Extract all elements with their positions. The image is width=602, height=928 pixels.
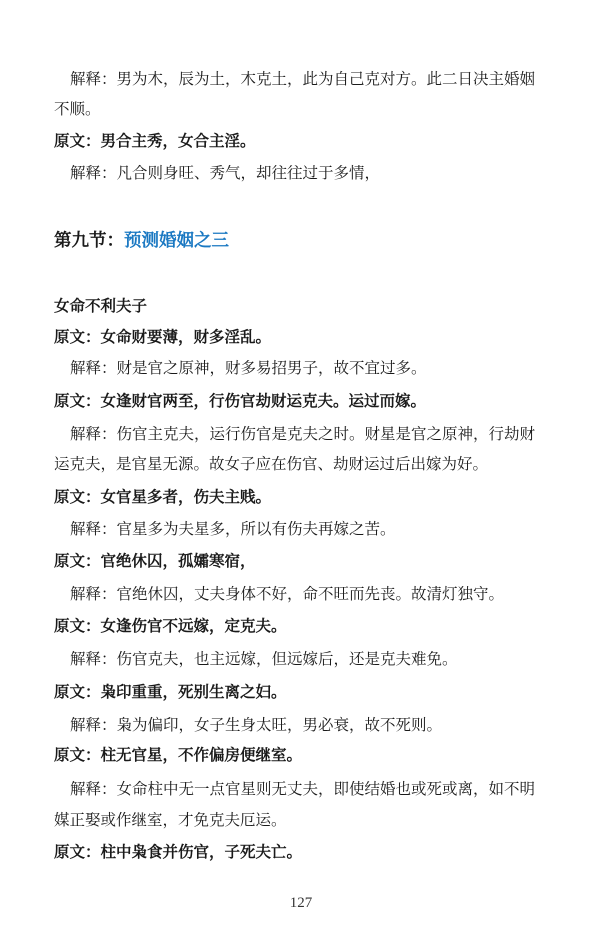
explanation-line: 解释：枭为偏印，女子生身太旺，男必衰，故不死则。 xyxy=(70,716,443,734)
explanation-line: 运克夫，是官星无源。故女子应在伤官、劫财运过后出嫁为好。 xyxy=(54,455,489,473)
subheading: 女命不利夫子 xyxy=(54,297,148,315)
explanation-line: 解释：伤官克夫，也主远嫁，但远嫁后，还是克夫难免。 xyxy=(70,650,458,668)
original-text-line: 原文：官绝休囚，孤孀寒宿， xyxy=(54,552,256,570)
explanation-line: 解释：官星多为夫星多，所以有伤夫再嫁之苦。 xyxy=(70,520,396,538)
explanation-line: 解释：官绝休囚，丈夫身体不好，命不旺而先丧。故清灯独守。 xyxy=(70,585,505,603)
paragraph-line: 解释：男为木，辰为土，木克土，此为自己克对方。此二日决主婚姻 xyxy=(70,70,536,88)
original-text-line: 原文：女命财要薄，财多淫乱。 xyxy=(54,328,272,346)
explanation-line: 解释：女命柱中无一点官星则无丈夫，即使结婚也或死或离，如不明 xyxy=(70,780,536,798)
original-text-line: 原文：男合主秀，女合主淫。 xyxy=(54,132,256,150)
section-heading xyxy=(54,229,229,253)
original-text-line: 原文：柱无官星，不作偏房便继室。 xyxy=(54,746,303,764)
explanation-line: 解释：财是官之原神，财多易招男子，故不宜过多。 xyxy=(70,359,427,377)
explanation-line: 解释：伤官主克夫，运行伤官是克夫之时。财星是官之原神，行劫财 xyxy=(70,425,536,443)
original-text-line: 原文：女逢财官两至，行伤官劫财运克夫。运过而嫁。 xyxy=(54,392,427,410)
section-heading-prefix: 第九节： xyxy=(54,231,124,251)
section-heading-title: 预测婚姻之三 xyxy=(124,231,229,251)
original-text-line: 原文：女逢伤官不远嫁，定克夫。 xyxy=(54,617,287,635)
page-number: 127 xyxy=(289,895,313,911)
paragraph-line: 不顺。 xyxy=(54,100,101,118)
explanation-line: 媒正娶或作继室，才免克夫厄运。 xyxy=(54,811,287,829)
original-text-line: 原文：枭印重重，死别生离之妇。 xyxy=(54,683,287,701)
explanation-line: 解释：凡合则身旺、秀气，却往往过于多情， xyxy=(70,164,381,182)
original-text-line: 原文：女官星多者，伤夫主贱。 xyxy=(54,488,272,506)
original-text-line: 原文：柱中枭食并伤官，子死夫亡。 xyxy=(54,843,303,861)
